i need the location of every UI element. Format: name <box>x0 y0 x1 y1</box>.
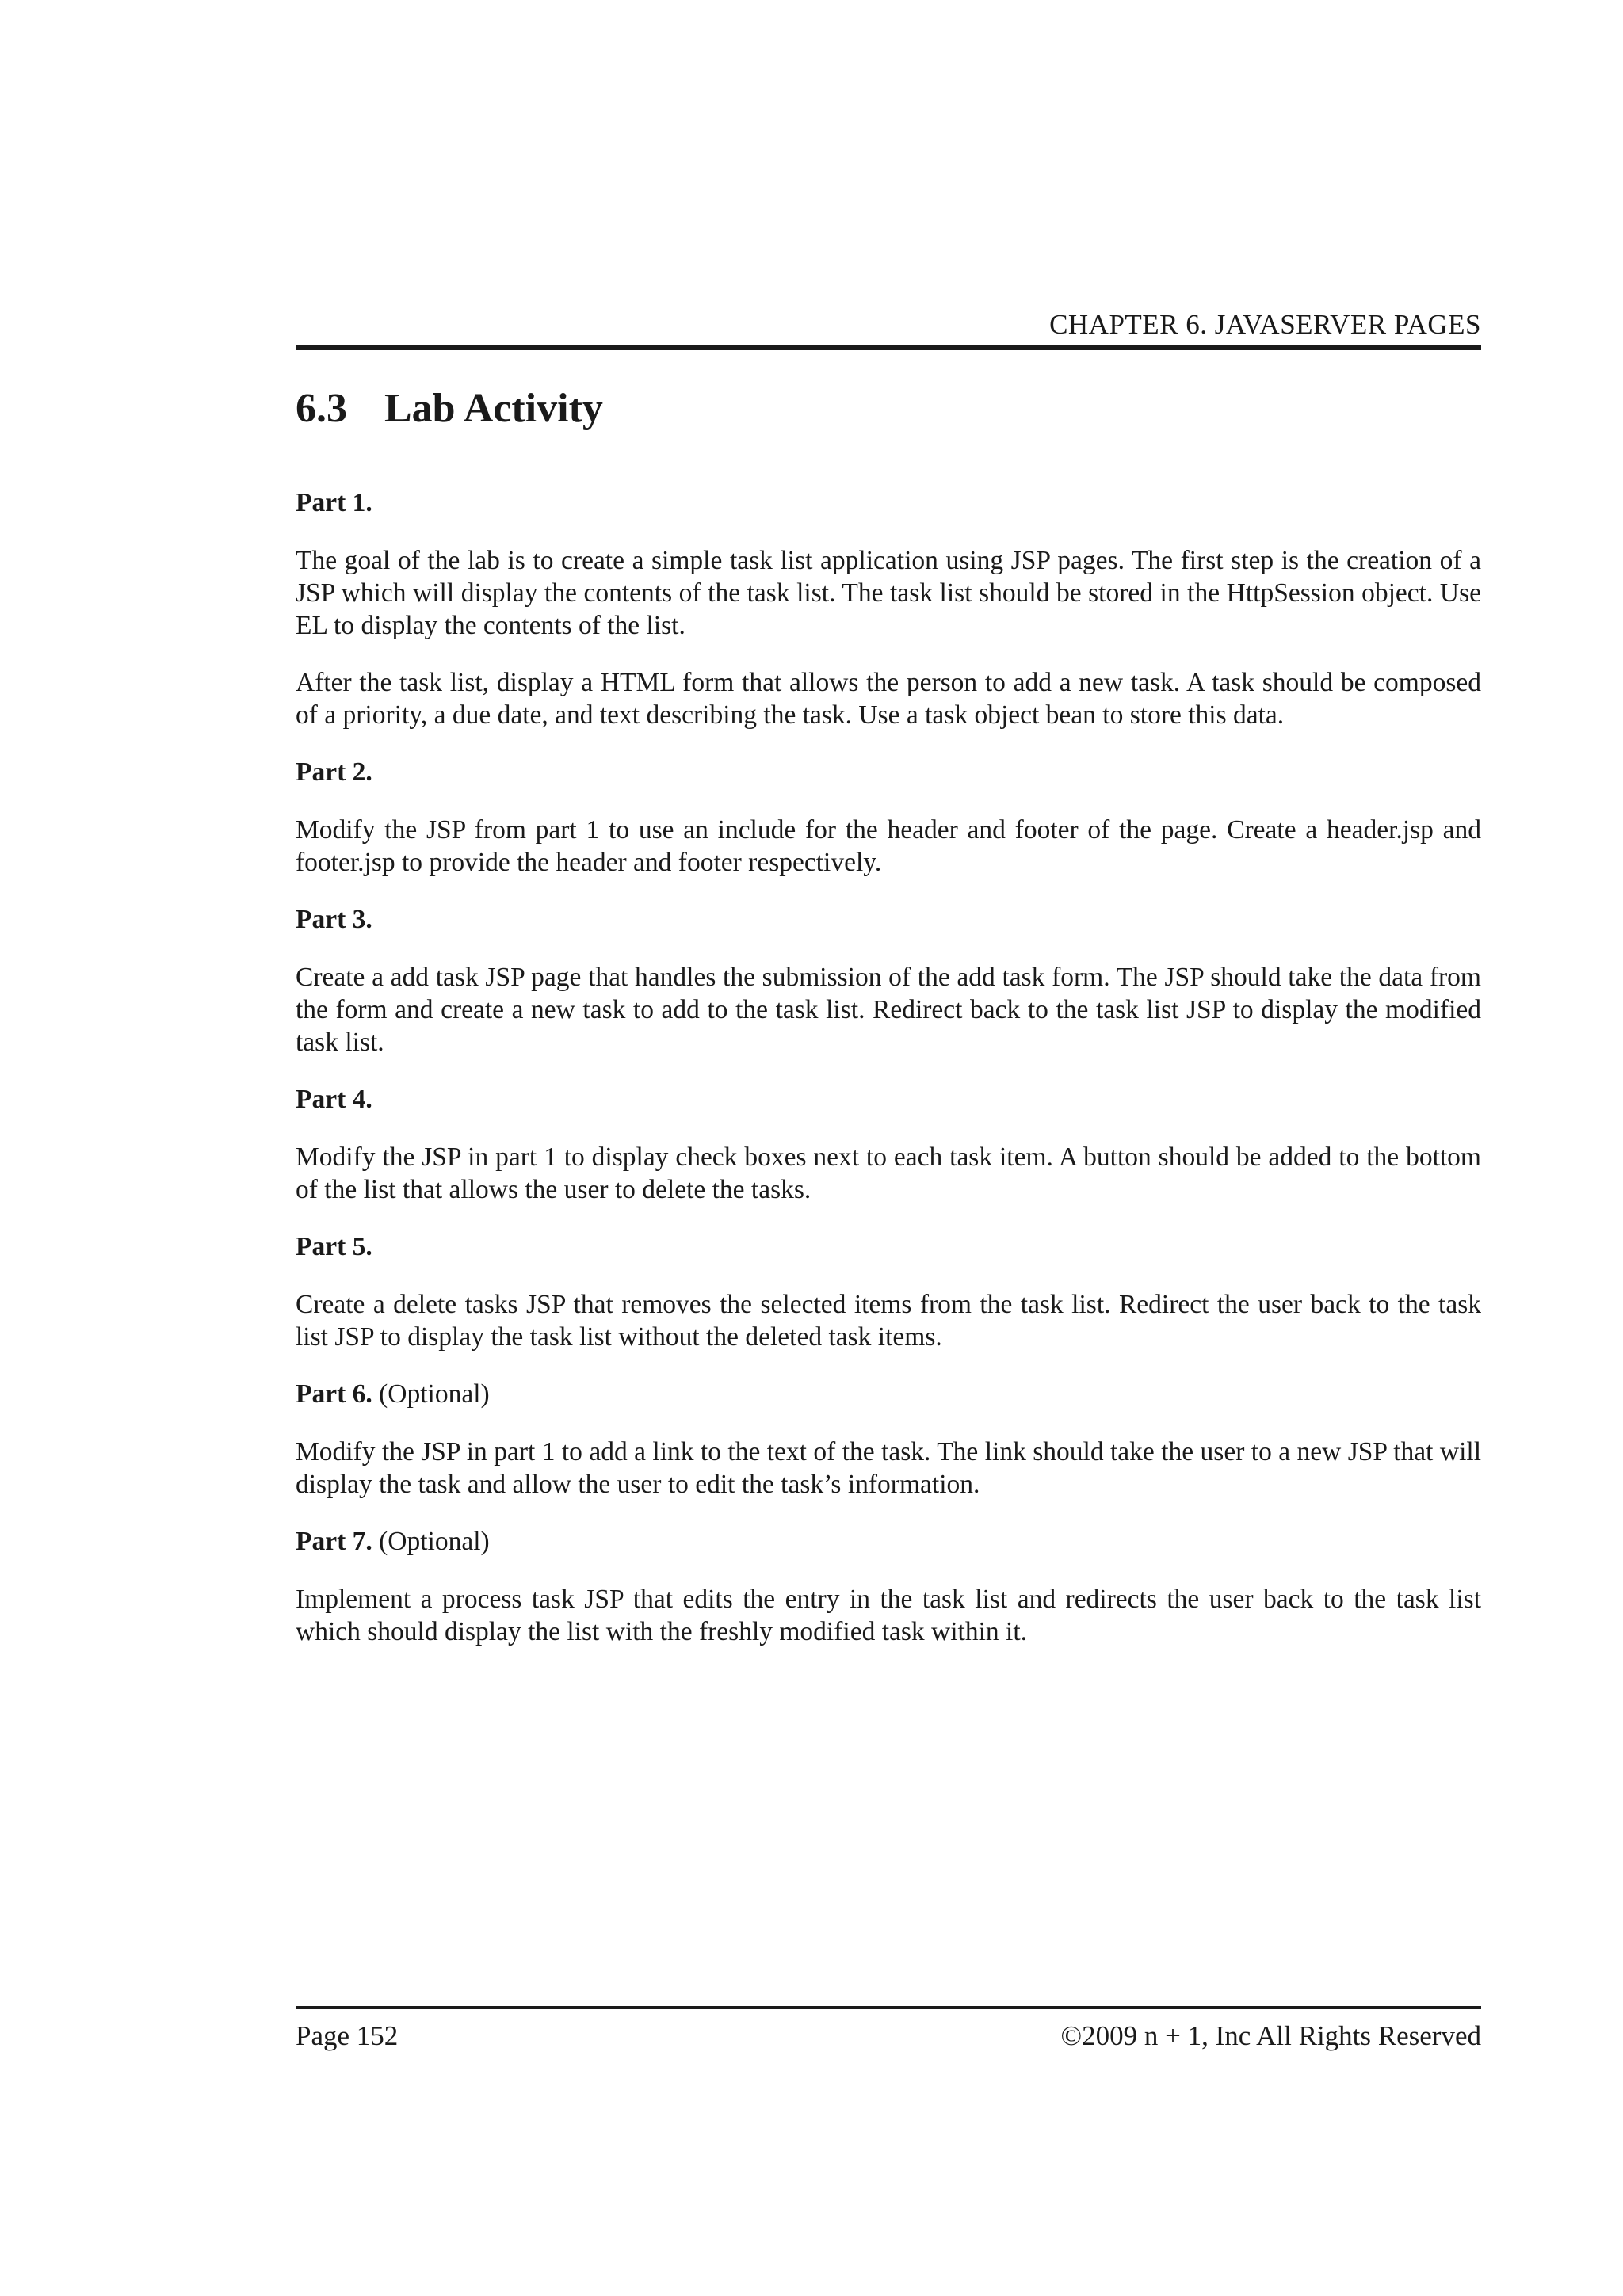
part-label: Part 1. <box>296 488 372 517</box>
paragraph: Create a add task JSP page that handles the submission of the add task form. The JSP should take the data from the form and create a new task to add to the task list. Redirect back to the task list JSP to display the modified task list. <box>296 963 1481 1057</box>
part-note: (Optional) <box>379 1527 490 1556</box>
part-heading <box>296 1230 1481 1263</box>
page-number: Page 152 <box>296 2020 399 2051</box>
part-heading <box>296 1083 1481 1116</box>
section-heading <box>296 385 603 433</box>
paragraph: Create a delete tasks JSP that removes the selected items from the task list. Redirect the user back to the task list JSP to display the task list without the deleted task items. <box>296 1290 1481 1352</box>
footer-rule <box>296 2006 1481 2009</box>
part-label: Part 5. <box>296 1232 372 1261</box>
part-heading <box>296 1525 1481 1558</box>
part-label: Part 6. <box>296 1379 372 1409</box>
document-page <box>296 0 1481 2296</box>
part-heading <box>296 1378 1481 1410</box>
part-heading <box>296 756 1481 788</box>
header-rule <box>296 345 1481 350</box>
running-header: CHAPTER 6. JAVASERVER PAGES <box>1049 309 1481 340</box>
section-number: 6.3 <box>296 386 347 431</box>
paragraph: After the task list, display a HTML form that allows the person to add a new task. A task should be composed of a priority, a due date, and text describing the task. Use a task object bean to store this data. <box>296 668 1481 730</box>
section-title: Lab Activity <box>384 386 603 431</box>
part-note: (Optional) <box>379 1379 490 1409</box>
part-heading <box>296 903 1481 936</box>
part-label: Part 3. <box>296 905 372 934</box>
part-label: Part 7. <box>296 1527 372 1556</box>
paragraph: Modify the JSP from part 1 to use an include for the header and footer of the page. Create a header.jsp and footer.jsp to provide the header and footer respectively. <box>296 815 1481 877</box>
part-label: Part 2. <box>296 757 372 787</box>
paragraph: Implement a process task JSP that edits the entry in the task list and redirects the user back to the task list which should display the list with the freshly modified task within it. <box>296 1585 1481 1646</box>
paragraph: Modify the JSP in part 1 to display check boxes next to each task item. A button should be added to the bottom of the list that allows the user to delete the tasks. <box>296 1142 1481 1204</box>
copyright-notice: ©2009 n + 1, Inc All Rights Reserved <box>1060 2020 1481 2051</box>
part-heading <box>296 486 1481 519</box>
lab-content <box>296 486 1481 1672</box>
part-label: Part 4. <box>296 1085 372 1114</box>
paragraph: The goal of the lab is to create a simple task list application using JSP pages. The first step is the creation of a JSP which will display the contents of the task list. The task list should be stored in the HttpSession object. Use EL to display the contents of the list. <box>296 546 1481 640</box>
paragraph: Modify the JSP in part 1 to add a link to the text of the task. The link should take the user to a new JSP that will display the task and allow the user to edit the task’s information. <box>296 1437 1481 1499</box>
